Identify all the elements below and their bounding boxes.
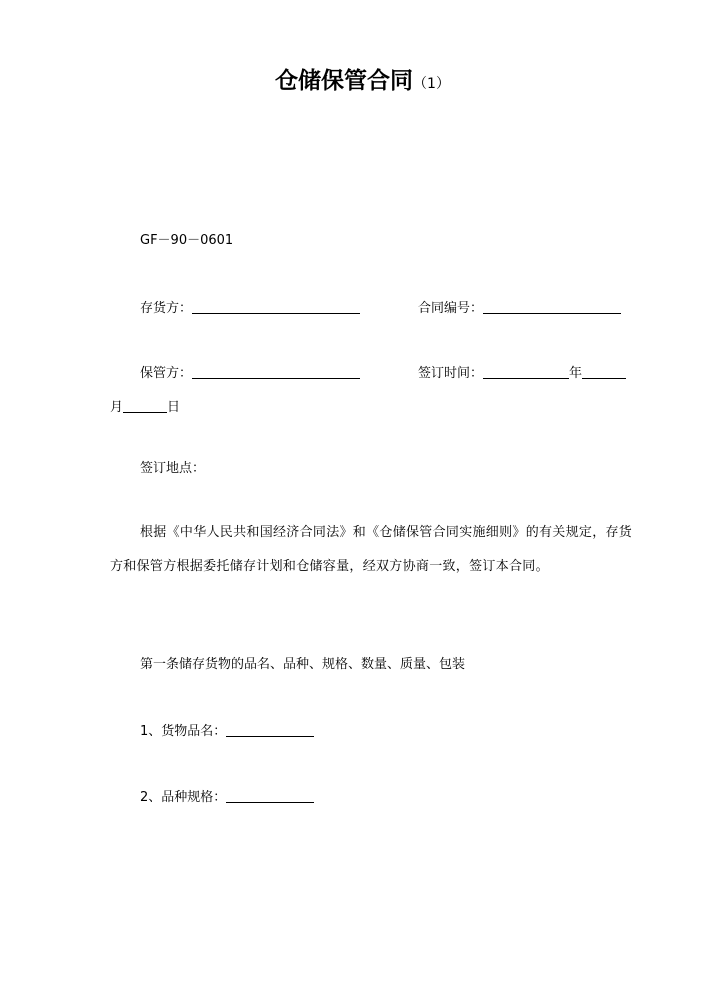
sign-place-row (140, 460, 205, 478)
sign-date-continuation (110, 396, 180, 417)
sign-place-label: 签订地点： (140, 461, 206, 476)
title-main: 仓储保管合同 (275, 68, 414, 94)
item2-row (140, 786, 314, 807)
depositor-label: 存货方： (140, 301, 193, 316)
depositor-row (140, 297, 360, 318)
contract-no-label: 合同编号： (418, 301, 484, 316)
sign-time-label: 签订时间： (418, 366, 484, 381)
page-title (0, 62, 725, 95)
item1-blank (226, 722, 314, 737)
custodian-label: 保管方： (140, 366, 193, 381)
depositor-blank (192, 299, 360, 314)
preamble-paragraph: 根据《中华人民共和国经济合同法》和《仓储保管合同实施细则》的有关规定，存货方和保管方根据委托储存计划和仓储容量，经双方协商一致，签订本合同。 (110, 525, 633, 574)
title-suffix: （1） (413, 76, 450, 92)
article1-heading: 第一条储存货物的品名、品种、规格、数量、质量、包装 (140, 657, 466, 672)
sign-day-blank (123, 398, 167, 413)
sign-year-blank (483, 364, 569, 379)
custodian-blank (192, 364, 360, 379)
custodian-row (140, 362, 360, 383)
item1-row (140, 720, 314, 741)
month-unit: 月 (110, 400, 124, 415)
sign-month-blank (582, 364, 626, 379)
contract-code: GF－90－0601 (140, 233, 234, 248)
item2-blank (226, 788, 314, 803)
sign-time-row (418, 362, 626, 383)
year-unit: 年 (569, 366, 583, 381)
item1-label: 1、货物品名： (140, 724, 227, 739)
item2-label: 2、品种规格： (140, 790, 227, 805)
contract-no-blank (483, 299, 621, 314)
day-unit: 日 (167, 400, 181, 415)
contract-no-row (418, 297, 621, 318)
